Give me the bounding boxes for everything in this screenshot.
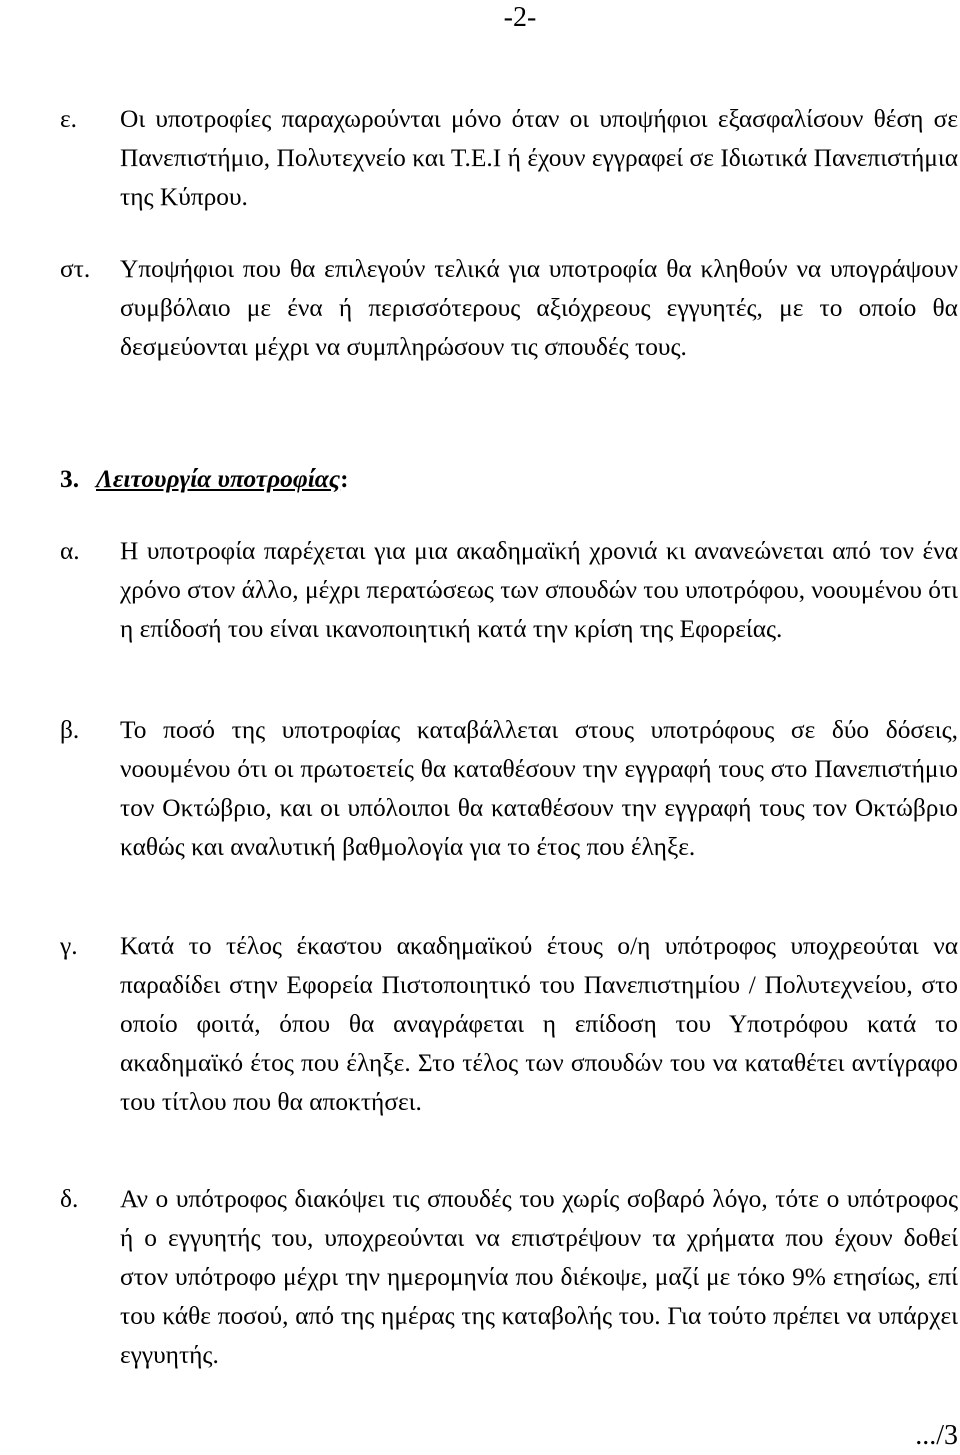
section-title: Λειτουργία υποτροφίας (96, 465, 341, 493)
list-item-text: Οι υποτροφίες παραχωρούνται μόνο όταν οι υποψήφιοι εξασφαλίσουν θέση σε Πανεπιστήμιο, Πολυτεχνείο και Τ.Ε.Ι ή έχουν εγγραφεί σε Ιδιωτικά Πανεπιστήμια της Κύπρου. (120, 105, 958, 211)
page-continuation: .../3 (915, 1420, 958, 1451)
list-item-text: Το ποσό της υποτροφίας καταβάλλεται στους υποτρόφους σε δύο δόσεις, νοουμένου ότι οι πρωτοετείς θα καταθέσουν την εγγραφή τους στο Πανεπιστήμιο τον Οκτώβριο, και οι υπόλοιποι θα καταθέσουν την εγγραφή τους τον Οκτώβριο καθώς και αναλυτική βαθμολογία για το έτος που έληξε. (120, 716, 958, 861)
list-item-text: Υποψήφιοι που θα επιλεγούν τελικά για υποτροφία θα κληθούν να υπογράψουν συμβόλαιο με ένα ή περισσότερους αξιόχρεους εγγυητές, με το οποίο θα δεσμεύονται μέχρι να συμπληρώσουν τις σπουδές τους. (120, 255, 958, 361)
list-marker: ε. (60, 105, 78, 133)
list-item-text: Η υποτροφία παρέχεται για μια ακαδημαϊκή χρονιά κι ανανεώνεται από τον ένα χρόνο στον άλλο, μέχρι περατώσεως των σπουδών του υποτρόφου, νοουμένου ότι η επίδοσή του είναι ικανοποιητική κατά την κρίση της Εφορείας. (120, 537, 958, 643)
list-item-alpha (60, 532, 958, 649)
list-item-delta (60, 1180, 958, 1375)
list-item-text: Κατά το τέλος έκαστου ακαδημαϊκού έτους ο/η υπότροφος υποχρεούται να παραδίδει στην Εφορεία Πιστοποιητικό του Πανεπιστημίου / Πολυτεχνείου, στο οποίο φοιτά, όπου θα αναγράφεται η επίδοση του Υποτρόφου κατά το ακαδημαϊκό έτος που έληξε. Στο τέλος των σπουδών του να καταθέτει αντίγραφο του τίτλου που θα αποκτήσει. (120, 932, 958, 1116)
list-marker: γ. (60, 932, 78, 960)
list-item-stigma (60, 250, 958, 367)
list-marker: β. (60, 716, 80, 744)
section-heading (60, 460, 349, 499)
list-item-epsilon (60, 100, 958, 217)
section-number: 3. (60, 465, 80, 493)
section-title-suffix: : (340, 465, 349, 493)
list-item-beta (60, 711, 958, 867)
list-item-gamma (60, 927, 958, 1122)
list-item-text: Αν ο υπότροφος διακόψει τις σπουδές του χωρίς σοβαρό λόγο, τότε ο υπότροφος ή ο εγγυητής του, υποχρεούνται να επιστρέψουν τα χρήματα που έχουν δοθεί στον υπότροφο μέχρι την ημερομηνία που διέκοψε, μαζί με τόκο 9% ετησίως, επί του κάθε ποσού, από της ημέρας της καταβολής του. Για τούτο πρέπει να υπάρχει εγγυητής. (120, 1185, 958, 1369)
list-marker: στ. (60, 255, 91, 283)
page-number: -2- (503, 2, 537, 33)
list-marker: α. (60, 537, 80, 565)
list-marker: δ. (60, 1185, 79, 1213)
